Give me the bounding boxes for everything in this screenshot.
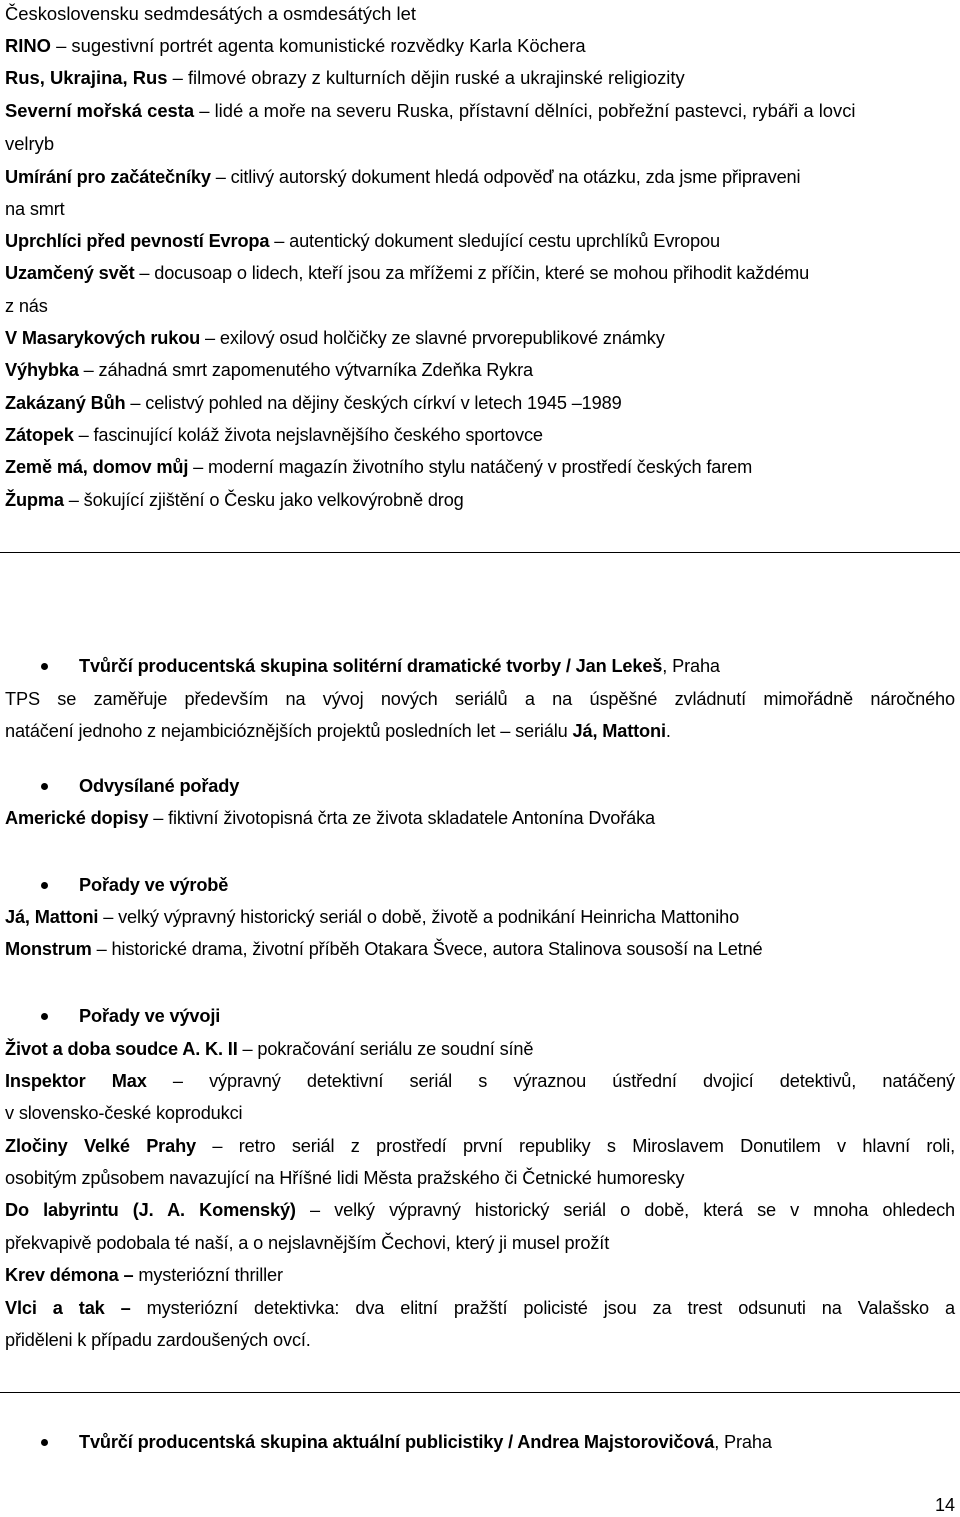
list-line	[5, 1167, 955, 1189]
item-description: – moderní magazín životního stylu natáčený v prostředí českých farem	[188, 457, 753, 477]
list-item	[5, 906, 955, 928]
item-description: – pokračování seriálu ze soudní síně	[237, 1039, 534, 1059]
item-title: Americké dopisy	[5, 808, 149, 828]
item-description: překvapivě podobala té naší, a o nejslavnějším Čechovi, který ji musel prožít	[5, 1233, 610, 1253]
list-item	[5, 166, 955, 188]
paragraph-line	[5, 688, 955, 710]
item-description: – celistvý pohled na dějiny českých církví v letech 1945 –1989	[125, 393, 622, 413]
section-heading-text: Odvysílané pořady	[79, 776, 240, 796]
section-heading-text: Pořady ve vývoji	[79, 1006, 221, 1026]
list-item	[5, 938, 955, 960]
item-title: Uprchlíci před pevností Evropa	[5, 231, 270, 251]
list-item	[5, 67, 955, 89]
item-description: – výpravný detektivní seriál s výraznou ústřední dvojicí detektivů, natáčený	[146, 1071, 955, 1091]
bullet-icon	[41, 882, 48, 889]
item-title: Zakázaný Bůh	[5, 393, 126, 413]
item-title: Umírání pro začátečníky	[5, 167, 211, 187]
list-line	[5, 133, 955, 155]
line-text: velryb	[5, 133, 55, 154]
list-item	[5, 489, 955, 511]
group-name: Tvůrčí producentská skupina aktuální publicistiky / Andrea Majstorovičová	[79, 1432, 715, 1452]
item-description: – citlivý autorský dokument hledá odpověď na otázku, zda jsme připraveni	[210, 167, 801, 187]
item-title: Inspektor Max	[5, 1071, 147, 1091]
list-item	[5, 1038, 955, 1060]
item-description: – záhadná smrt zapomenutého výtvarníka Zdeňka Rykra	[78, 360, 533, 380]
list-line	[5, 295, 955, 317]
list-line	[5, 1232, 955, 1254]
paragraph-text: natáčení jednoho z nejambicióznějších projektů posledních let – seriálu	[5, 721, 573, 741]
list-item	[5, 1264, 955, 1286]
list-line	[5, 198, 955, 220]
item-title: Vlci a tak –	[5, 1298, 131, 1318]
item-title: Zátopek	[5, 425, 74, 445]
group-name: Tvůrčí producentská skupina solitérní dramatické tvorby / Jan Lekeš	[79, 656, 663, 676]
paragraph-text: TPS se zaměřuje především na vývoj nových seriálů a na úspěšné zvládnutí mimořádně náročného	[5, 689, 955, 709]
list-item	[5, 1297, 955, 1319]
item-title: Zločiny Velké Prahy	[5, 1136, 196, 1156]
item-title: V Masarykových rukou	[5, 328, 201, 348]
list-item	[5, 262, 955, 284]
item-description: osobitým způsobem navazující na Hříšné lidi Města pražského či Četnické humoresky	[5, 1168, 685, 1188]
section-divider	[0, 1392, 960, 1393]
item-description: – šokující zjištění o Česku jako velkovýrobně drog	[63, 490, 464, 510]
list-item	[5, 1199, 955, 1221]
section-divider	[0, 552, 960, 553]
bullet-icon	[41, 663, 48, 670]
bullet-icon	[41, 1439, 48, 1446]
section-heading-text	[79, 655, 720, 677]
line-text: Československu sedmdesátých a osmdesátých let	[5, 3, 416, 24]
list-line	[5, 3, 955, 25]
section-heading	[0, 1431, 960, 1455]
item-description: přiděleni k případu zardoušených ovcí.	[5, 1330, 311, 1350]
list-line	[5, 1102, 955, 1124]
list-item	[5, 35, 955, 57]
paragraph-text: .	[665, 721, 671, 741]
item-title: Život a doba soudce A. K. II	[5, 1039, 238, 1059]
item-description: – docusoap o lidech, kteří jsou za mřížemi z příčin, které se mohou přihodit každému	[134, 263, 810, 283]
list-item	[5, 1070, 955, 1092]
line-text: na smrt	[5, 199, 65, 219]
item-title: Země má, domov můj	[5, 457, 189, 477]
item-description: – velký výpravný historický seriál o době, životě a podnikání Heinricha Mattoniho	[98, 907, 740, 927]
item-description: – velký výpravný historický seriál o době, která se v mnoha ohledech	[295, 1200, 955, 1220]
bullet-icon	[41, 1013, 48, 1020]
item-description: – autentický dokument sledující cestu uprchlíků Evropou	[269, 231, 720, 251]
item-description: mysteriózní detektivka: dva elitní pražští policisté jsou za trest odsunuti na Valašsko a	[130, 1298, 956, 1318]
list-item	[5, 327, 955, 349]
list-item	[5, 456, 955, 478]
section-heading	[0, 775, 960, 799]
item-title: Rus, Ukrajina, Rus	[5, 67, 168, 88]
series-title: Já, Mattoni	[572, 721, 666, 741]
bullet-icon	[41, 783, 48, 790]
item-title: Krev démona –	[5, 1265, 134, 1285]
section-heading	[0, 655, 960, 679]
list-item	[5, 230, 955, 252]
item-title: Uzamčený svět	[5, 263, 135, 283]
group-location: , Praha	[662, 656, 720, 676]
list-item	[5, 1135, 955, 1157]
section-heading-text: Pořady ve výrobě	[79, 875, 229, 895]
item-description: – fascinující koláž života nejslavnějšího českého sportovce	[73, 425, 543, 445]
item-title: Do labyrintu (J. A. Komenský)	[5, 1200, 296, 1220]
paragraph-line	[5, 720, 955, 742]
item-description: – sugestivní portrét agenta komunistické rozvědky Karla Köchera	[50, 35, 586, 56]
section-heading	[0, 1005, 960, 1029]
item-description: v slovensko-české koprodukci	[5, 1103, 243, 1123]
item-description: – lidé a moře na severu Ruska, přístavní dělníci, pobřežní pastevci, rybáři a lovci	[194, 100, 856, 121]
item-description: – fiktivní životopisná črta ze života skladatele Antonína Dvořáka	[148, 808, 656, 828]
line-text: z nás	[5, 296, 48, 316]
section-heading	[0, 874, 960, 898]
list-item	[5, 359, 955, 381]
list-item	[5, 100, 955, 122]
item-description: – historické drama, životní příběh Otakara Švece, autora Stalinova sousoší na Letné	[91, 939, 763, 959]
item-title: Já, Mattoni	[5, 907, 99, 927]
list-line	[5, 1329, 955, 1351]
item-title: Severní mořská cesta	[5, 100, 195, 121]
item-description: mysteriózní thriller	[133, 1265, 283, 1285]
page-number: 14	[934, 1495, 955, 1515]
item-description: – retro seriál z prostředí první republiky s Miroslavem Donutilem v hlavní roli,	[196, 1136, 955, 1156]
group-location: , Praha	[714, 1432, 772, 1452]
item-title: Župma	[5, 490, 64, 510]
item-description: – exilový osud holčičky ze slavné prvorepublikové známky	[200, 328, 665, 348]
item-description: – filmové obrazy z kulturních dějin ruské a ukrajinské religiozity	[167, 67, 685, 88]
section-heading-text	[79, 1431, 772, 1453]
item-title: Výhybka	[5, 360, 79, 380]
list-item	[5, 424, 955, 446]
item-title: Monstrum	[5, 939, 92, 959]
item-title: RINO	[5, 35, 51, 56]
list-item	[5, 392, 955, 414]
list-item	[5, 807, 955, 829]
